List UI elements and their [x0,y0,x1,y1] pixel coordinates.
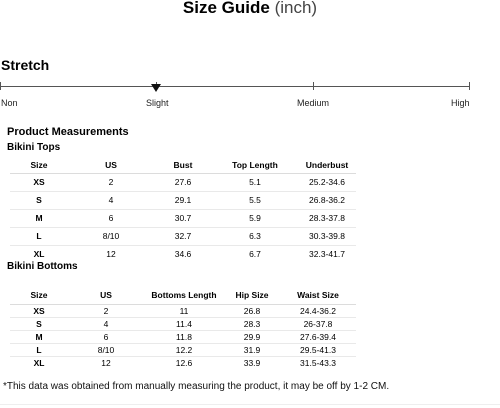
table-row [10,173,356,191]
column-header: Bottoms Length [151,289,217,300]
table-cell: 8/10 [68,343,144,356]
table-cell: 12 [68,245,154,263]
table-cell: 12.6 [144,356,224,369]
column-header: Hip Size [235,289,269,300]
table-cell: 5.9 [212,209,298,227]
table-cell: 6 [68,209,154,227]
table-cell: M [10,209,68,227]
stretch-level-high: High [451,98,470,108]
table-cell: 6.7 [212,245,298,263]
stretch-scale-line [0,86,470,87]
table-header-row [10,286,356,304]
table-cell: 27.6 [154,173,212,191]
table-cell: 12 [68,356,144,369]
divider [0,404,500,405]
column-header: US [100,289,112,300]
table-cell: 6 [68,330,144,343]
table-row [10,227,356,245]
table-cell: 11.4 [144,317,224,330]
table-cell: 26-37.8 [280,317,356,330]
table-row [10,304,356,317]
table-cell: M [10,330,68,343]
column-header: Size [30,289,48,300]
table-cell: XS [10,304,68,317]
column-header: Top Length [232,159,278,170]
table-cell: 24.4-36.2 [280,304,356,317]
table-cell: 2 [68,304,144,317]
table-cell: L [10,343,68,356]
bikini-bottoms-title: Bikini Bottoms [7,261,78,272]
table-cell: 30.7 [154,209,212,227]
stretch-selected-marker [151,84,161,92]
table-cell: 11.8 [144,330,224,343]
table-cell: 31.5-43.3 [280,356,356,369]
table-header-row [10,157,356,173]
table-cell: S [10,317,68,330]
page-title [0,0,500,18]
table-cell: XL [10,245,68,263]
column-header: Waist Size [297,289,339,300]
stretch-label: Stretch [1,57,50,73]
table-cell: 2 [68,173,154,191]
table-cell: S [10,191,68,209]
product-measurements-title: Product Measurements [7,126,129,138]
table-row [10,356,356,369]
title-text: Size Guide [182,0,270,17]
column-header: Bust [173,159,193,170]
table-cell: 25.2-34.6 [298,173,356,191]
table-cell: 26.8-36.2 [298,191,356,209]
column-header: Underbust [305,159,349,170]
table-row [10,343,356,356]
stretch-tick-non [0,82,1,90]
table-cell: 30.3-39.8 [298,227,356,245]
table-cell: 12.2 [144,343,224,356]
table-cell: L [10,227,68,245]
table-cell: 33.9 [224,356,280,369]
table-cell: XS [10,173,68,191]
table-row [10,191,356,209]
table-cell: 6.3 [212,227,298,245]
table-cell: XL [10,356,68,369]
bikini-bottoms-table [10,286,356,369]
table-cell: 32.7 [154,227,212,245]
table-cell: 31.9 [224,343,280,356]
table-cell: 28.3 [224,317,280,330]
table-cell: 29.9 [224,330,280,343]
table-cell: 8/10 [68,227,154,245]
table-cell: 11 [144,304,224,317]
table-cell: 26.8 [224,304,280,317]
bikini-tops-table [10,157,356,263]
stretch-tick-medium [313,82,314,90]
table-cell: 32.3-41.7 [298,245,356,263]
table-cell: 34.6 [154,245,212,263]
table-row [10,317,356,330]
table-cell: 4 [68,191,154,209]
table-cell: 27.6-39.4 [280,330,356,343]
table-cell: 29.5-41.3 [280,343,356,356]
stretch-level-slight: Slight [146,98,169,108]
column-header: US [105,159,117,170]
table-cell: 5.1 [212,173,298,191]
table-cell: 5.5 [212,191,298,209]
table-row [10,209,356,227]
title-unit: (inch) [274,0,318,17]
table-row [10,330,356,343]
table-cell: 28.3-37.8 [298,209,356,227]
measurement-footnote: *This data was obtained from manually measuring the product, it may be off by 1-2 CM. [3,381,390,392]
stretch-tick-high [469,82,470,90]
stretch-level-medium: Medium [297,98,330,108]
stretch-level-non: Non [1,98,18,108]
table-cell: 29.1 [154,191,212,209]
bikini-tops-title: Bikini Tops [7,142,61,153]
table-cell: 4 [68,317,144,330]
column-header: Size [30,159,48,170]
